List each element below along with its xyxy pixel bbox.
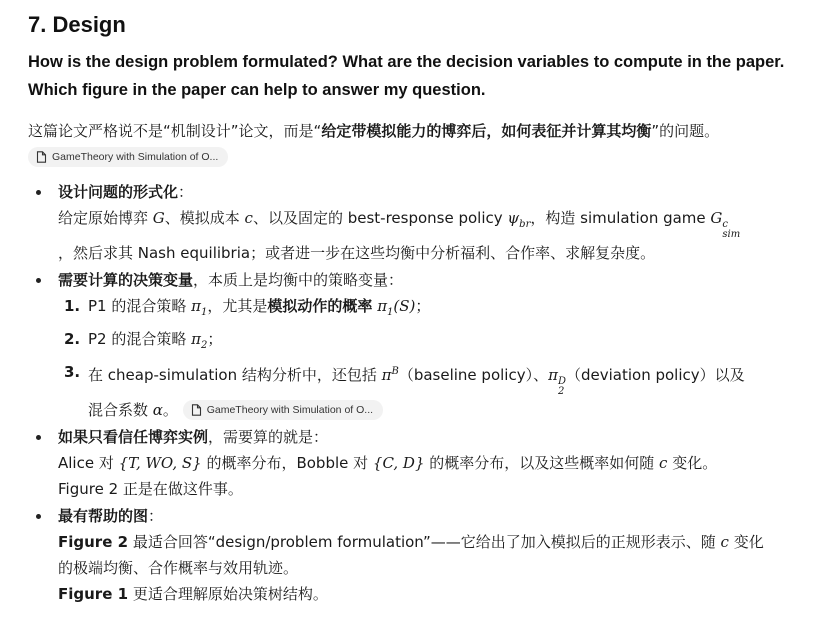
text: 给定原始博弈 [58,208,153,227]
list-number: 3. [64,362,81,381]
math-set-alice: {T, WO, S} [118,453,202,472]
list-item [64,359,793,423]
intro-text-end: ”的问题。 [651,122,720,140]
list-item [64,326,793,359]
text: P2 的混合策略 [88,329,192,348]
math-psi: ψ [507,208,520,227]
answer-bullet-list [28,179,793,607]
citation-chip[interactable] [28,147,228,167]
math-pi: π [191,329,201,348]
math-c: c [720,532,729,551]
bullet-title: 最有帮助的图 [58,506,149,525]
list-number: 2. [64,329,81,348]
document-icon [191,404,202,416]
math-pi-B [382,366,399,384]
text: 的概率分布，以及这些概率如何随 [424,453,660,472]
text: Figure 2 正是在做这件事。 [58,479,243,498]
math-pi1-S [377,296,416,318]
bullet-formulation [58,179,793,266]
figure-1-ref: Figure 1 [58,584,129,603]
text: 、以及固定的 best-response policy [252,208,508,227]
math-sub: 2 [557,385,565,397]
citation-chip-label: GameTheory with Simulation of O... [52,150,219,163]
math-sub: 1 [201,306,208,318]
math-sub: sim [722,228,741,240]
bullet-colon: ： [148,506,164,525]
math-c: c [244,208,253,227]
text: （baseline policy）、 [398,365,549,384]
text: 变化 [728,532,764,551]
math-psi-br [507,208,531,230]
math-G-sim [710,208,741,240]
text: 、模拟成本 [164,208,245,227]
citation-chip[interactable] [183,400,383,420]
math-sub: 1 [387,306,394,318]
list-item [64,293,793,326]
math-G: G [710,208,723,227]
bullet-title: 需要计算的决策变量 [58,270,194,289]
bullet-title: 如果只看信任博弈实例 [58,427,209,446]
figure-2-ref: Figure 2 [58,532,129,551]
math-sub: br [519,218,531,230]
text: 更适合理解原始决策树结构。 [128,584,328,603]
section-heading: 7. Design [28,12,126,37]
text: 。 [162,400,178,419]
bullet-trust-game [58,424,793,502]
bullet-decision-variables [58,267,793,423]
bold-text: 模拟动作的概率 [267,296,373,315]
intro-bold: 给定带模拟能力的博弈后，如何表征并计算其均衡 [321,122,652,140]
decision-variable-list [58,293,793,423]
text: ，然后求其 Nash equilibria；或者进一步在这些均衡中分析福利、合作率、求解复杂度。 [58,243,656,262]
text: 混合系数 [88,400,153,419]
intro-paragraph [28,118,793,144]
text: ； [207,329,223,348]
math-arg: (S) [393,296,416,315]
user-question: How is the design problem formulated? What are the decision variables to compute in the paper. Which figure in the paper can help to answer my question. [28,53,785,99]
text: （deviation policy）以及 [565,365,745,384]
text: 变化。 [667,453,718,472]
text: 在 cheap-simulation 结构分析中，还包括 [88,365,382,384]
math-pi: π [381,365,392,384]
text: ，构造 simulation game [530,208,711,227]
math-pi: π [548,365,558,384]
math-sup: c [722,218,729,230]
math-pi: π [191,296,201,315]
math-set-bobble: {C, D} [372,453,425,472]
math-sup: D [557,375,566,387]
text: 的极端均衡、合作概率与效用轨迹。 [58,558,299,577]
math-sub: 2 [201,339,208,351]
bullet-title: 设计问题的形式化 [58,182,179,201]
text: P1 的混合策略 [88,296,192,315]
text: ； [415,296,431,315]
math-G: G [152,208,165,227]
math-c: c [659,453,668,472]
bullet-colon: ： [178,182,194,201]
citation-chip-label: GameTheory with Simulation of O... [206,404,374,416]
math-pi2-D [548,365,566,397]
document-icon [36,151,47,163]
text: 的概率分布，Bobble 对 [201,453,373,472]
text: 最适合回答“design/problem formulation”——它给出了加入模拟后的正规形表示、随 [128,532,721,551]
math-pi2 [191,329,208,351]
math-sup: B [391,365,399,377]
bullet-helpful-figure [58,503,793,607]
text: ，需要算的就是： [208,427,329,446]
math-alpha: α [152,400,163,419]
list-number: 1. [64,296,81,315]
intro-text: 这篇论文严格说不是“机制设计”论文，而是“ [28,122,322,140]
text: Alice 对 [58,453,119,472]
math-pi: π [377,296,388,315]
text: ，尤其是 [207,296,268,315]
math-pi1 [191,296,208,318]
text: ，本质上是均衡中的策略变量： [193,270,404,289]
